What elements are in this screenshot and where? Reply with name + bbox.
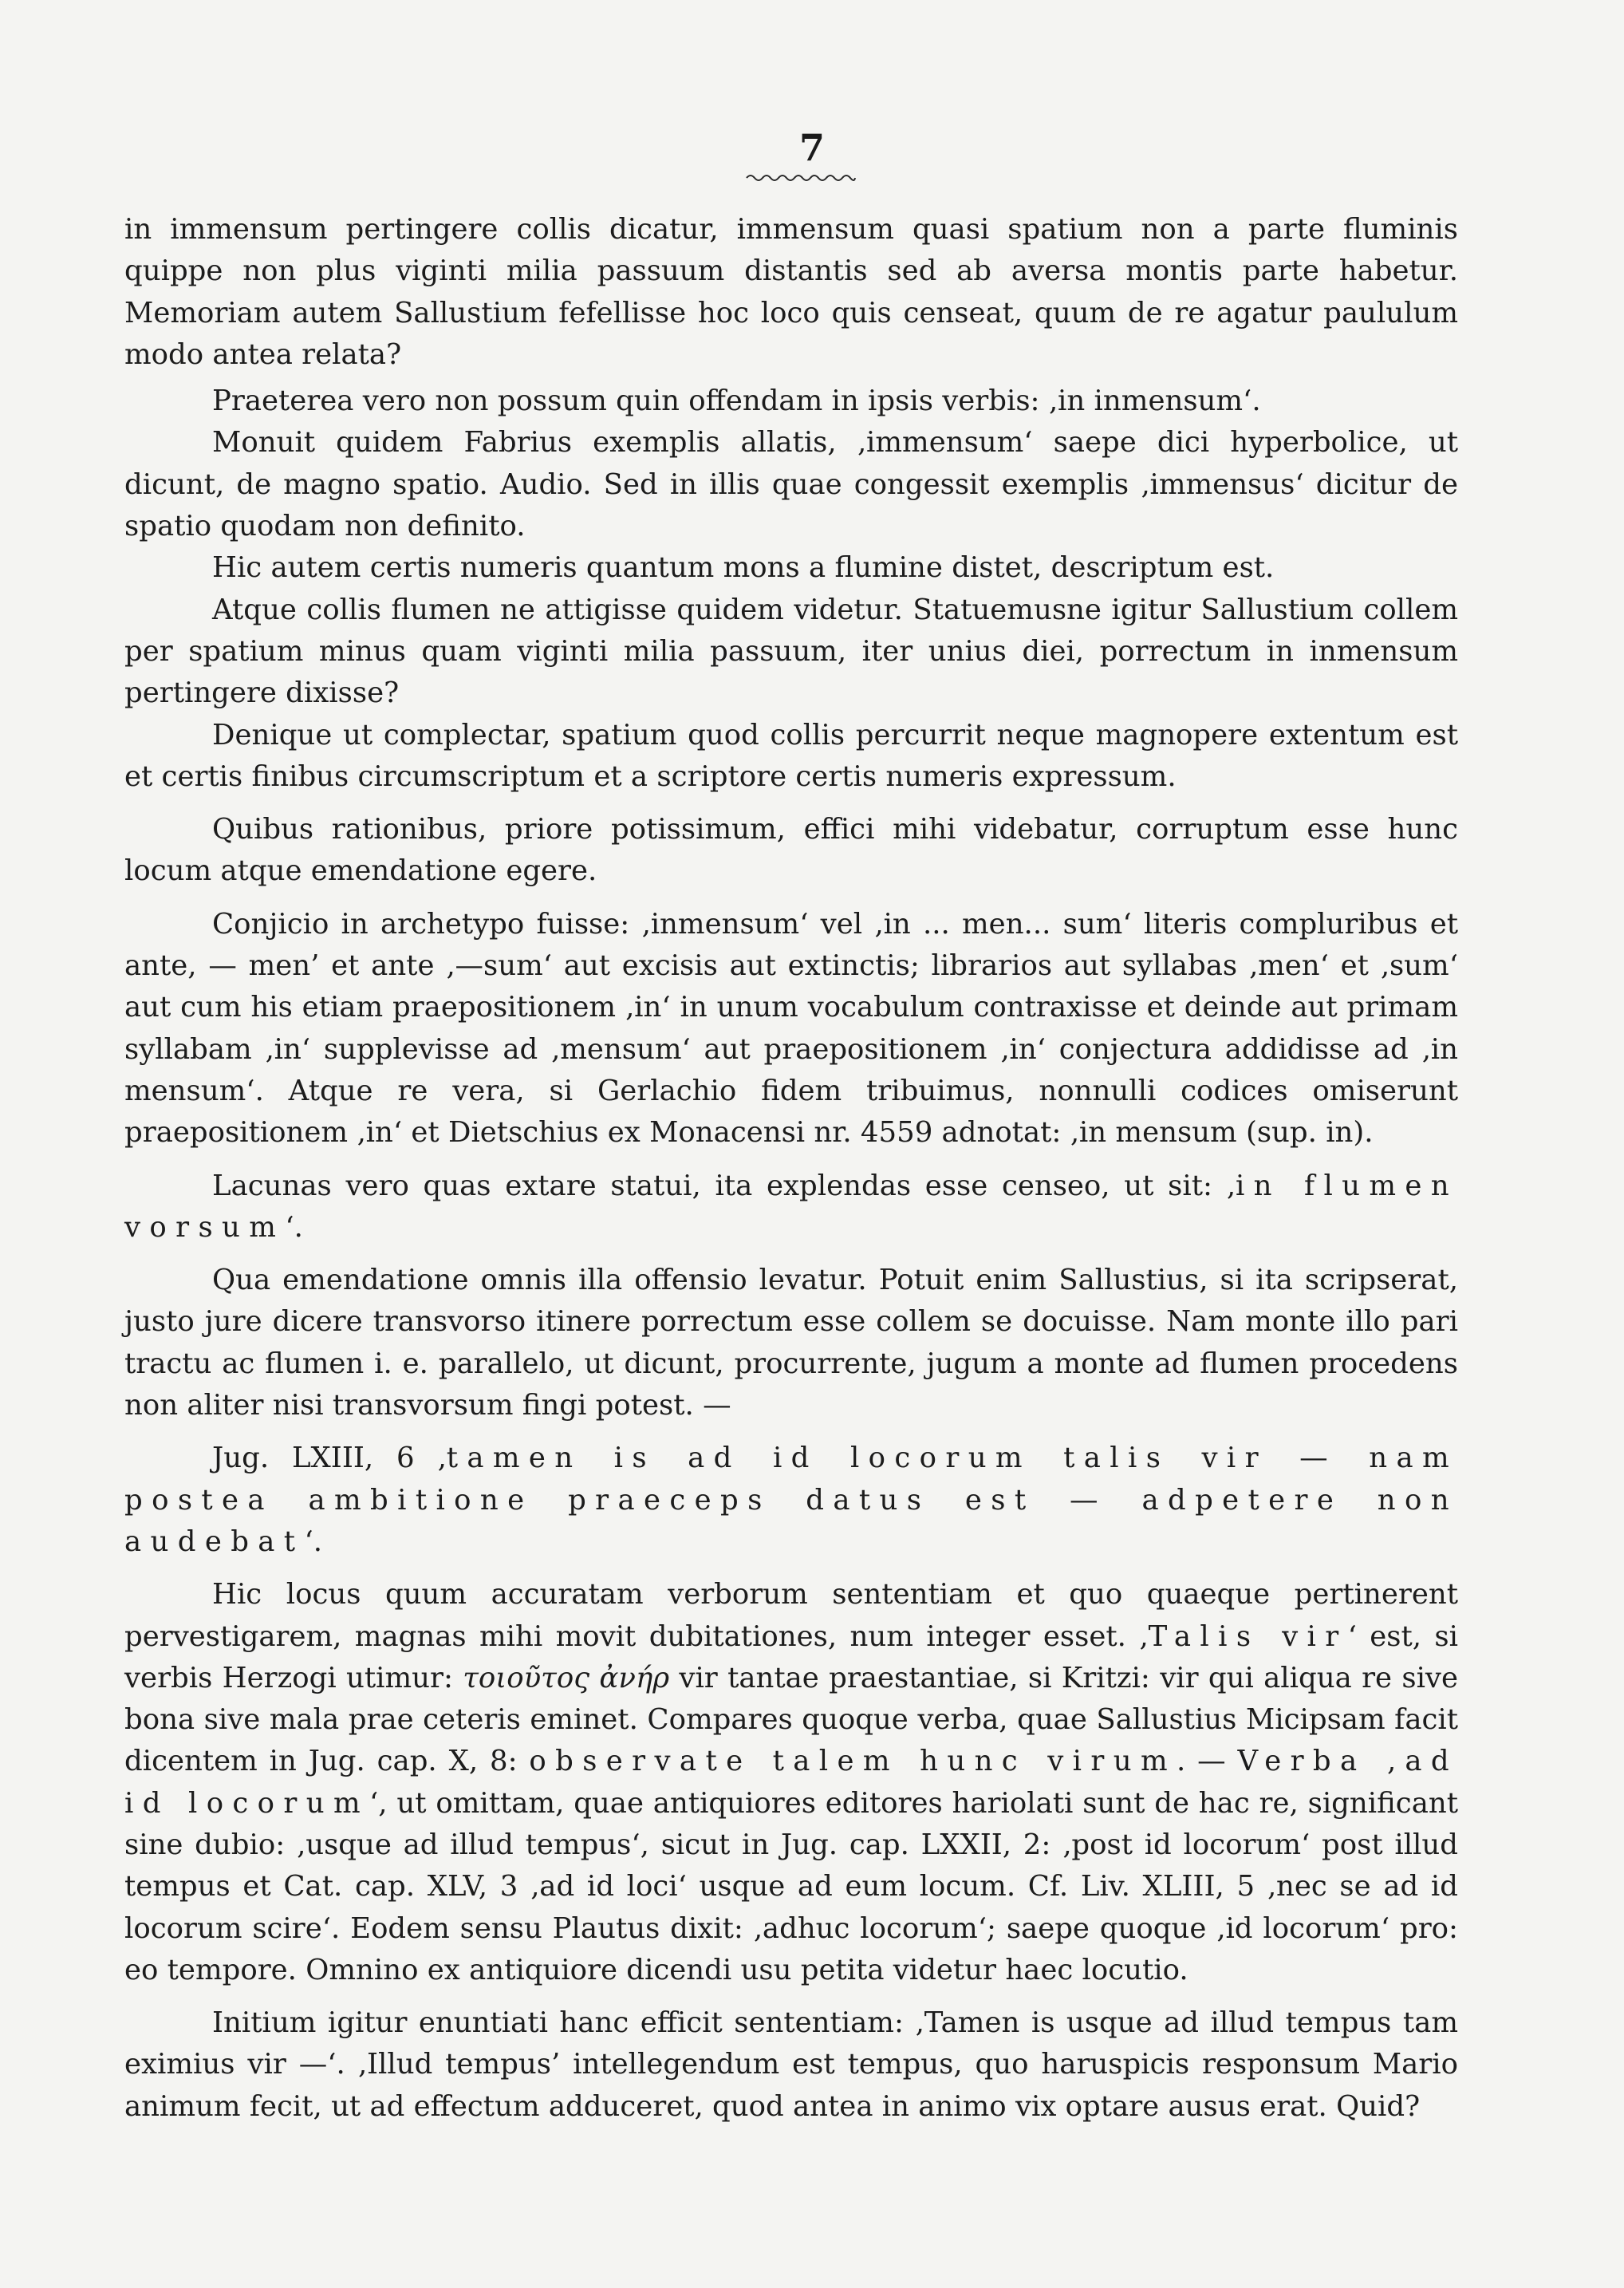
paragraph-jug-quote	[124, 1438, 1458, 1563]
hic-locus-spaced-talis-vir: Talis vir	[1148, 1619, 1348, 1653]
hic-locus-spaced-verba: Verba ‚ad id locorum	[124, 1745, 1458, 1820]
lacunas-spaced-quote: in flumen vorsum	[124, 1169, 1458, 1244]
paragraph-hic-autem: Hic autem certis numeris quantum mons a flumine distet, descriptum est.	[212, 551, 1275, 585]
jug-spaced-quote: tamen is ad id locorum talis vir — nam postea ambitione praeceps datus est — adpetere non audebat	[124, 1442, 1458, 1558]
paragraph-initium: Initium igitur enuntiati hanc efficit sententiam: ‚Tamen is usque ad illud tempus tam eximius vir —‘. ‚Illud tempus’ intellegendum est tempus, quo haruspicis responsum Mario animum fecit, ut ad effectum adduceret, quod antea in animo vix optare ausus erat. Quid?	[124, 2006, 1458, 2123]
hic-locus-text-d: . —	[1176, 1745, 1238, 1778]
paragraph-monuit: Monuit quidem Fabrius exemplis allatis, ‚immensum‘ saepe dici hyperbolice, ut dicunt, de magno spatio. Audio. Sed in illis quae congessit exemplis ‚immensus‘ dicitur de spatio quodam non definito.	[124, 426, 1458, 543]
hic-locus-text-b: ‘ est, si verbis Herzogi utimur:	[124, 1619, 1458, 1694]
wavy-ornament	[745, 172, 857, 183]
lacunas-text-before: Lacunas vero quas extare statui, ita explendas esse censeo, ut sit: ‚	[212, 1169, 1236, 1202]
lacunas-text-after: ‘.	[285, 1210, 303, 1244]
paragraph-atque-collis: Atque collis flumen ne attigisse quidem videtur. Statuemusne igitur Sallustium collem per spatium minus quam viginti milia passuum, iter unius diei, porrectum in inmensum pertingere dixisse?	[124, 593, 1458, 710]
paragraph-denique: Denique ut complectar, spatium quod collis percurrit neque magnopere extentum est et certis finibus circumscriptum et a scriptore certis numeris expressum.	[124, 718, 1458, 793]
page-number: 7	[798, 126, 825, 169]
hic-locus-text-c: vir tantae praestantiae, si Kritzi: vir qui aliqua re sive bona sive mala prae ceteris eminet. Compares quoque verba, quae Sallustius Micipsam facit dicentem in Jug. cap. X, 8:	[124, 1661, 1458, 1778]
paragraph-qua-emendatione: Qua emendatione omnis illa offensio levatur. Potuit enim Sallustius, si ita scripserat, justo jure dicere transvorso itinere porrectum esse collem se docuisse. Nam monte illo pari tractu ac flumen i. e. parallelo, ut dicunt, procurrente, jugum a monte ad flumen procedens non aliter nisi transvorsum fingi potest. —	[124, 1264, 1458, 1422]
paragraph-quibus: Quibus rationibus, priore potissimum, effici mihi videbatur, corruptum esse hunc locum atque emendatione egere.	[124, 813, 1458, 888]
paragraph-conjicio: Conjicio in archetypo fuisse: ‚inmensum‘ vel ‚in ... men... sum‘ literis compluribus et ante, — men’ et ante ‚—sum‘ aut excisis aut extinctis; librarios aut syllabas ‚men‘ et ‚sum‘ aut cum his etiam praepositionem ‚in‘ in unum vocabulum contraxisse et deinde aut primam syllabam ‚in‘ supplevisse ad ‚mensum‘ aut praepositionem ‚in‘ conjectura addidisse ad ‚in mensum‘. Atque re vera, si Gerlachio fidem tribuimus, nonnulli codices omiserunt praepositionem ‚in‘ et Dietschius ex Monacensi nr. 4559 adnotat: ‚in mensum (sup. in).	[124, 907, 1458, 1150]
hic-locus-spaced-observate: observate talem hunc virum	[529, 1745, 1177, 1778]
hic-locus-text-a: Hic locus quum accuratam verborum sententiam et quo quaeque pertinerent pervestigarem, magnas mihi movit dubitationes, num integer esset. ‚	[124, 1578, 1458, 1653]
jug-text-before: Jug. LXIII, 6 ‚	[212, 1442, 447, 1475]
paragraph-continuation: in immensum pertingere collis dicatur, immensum quasi spatium non a parte fluminis quippe non plus viginti milia passuum distantis sed ab aversa montis parte habetur. Memoriam autem Sallustium fefellisse hoc loco quis censeat, quum de re agatur paululum modo antea relata?	[124, 213, 1458, 371]
body-text	[124, 209, 1458, 2128]
paragraph-hic-locus	[124, 1574, 1458, 1991]
hic-locus-greek-phrase: τοιοῦτος ἀνήρ	[463, 1661, 670, 1694]
hic-locus-text-e: ‘, ut omittam, quae antiquiores editores hariolati sunt de hac re, significant sine dubio: ‚usque ad illud tempus‘, sicut in Jug. cap. LXXII, 2: ‚post id locorum‘ post illud tempus et Cat. cap. XLV, 3 ‚ad id loci‘ usque ad eum locum. Cf. Liv. XLIII, 5 ‚nec se ad id locorum scire‘. Eodem sensu Plautus dixit: ‚adhuc locorum‘; saepe quoque ‚id locorum‘ pro: eo tempore. Omnino ex antiquiore dicendi usu petita videtur haec locutio.	[124, 1786, 1458, 1986]
paragraph-lacunas	[124, 1166, 1458, 1249]
paragraph-praeterea: Praeterea vero non possum quin offendam in ipsis verbis: ‚in inmensum‘.	[212, 385, 1261, 418]
jug-text-after: ‘.	[304, 1525, 323, 1558]
